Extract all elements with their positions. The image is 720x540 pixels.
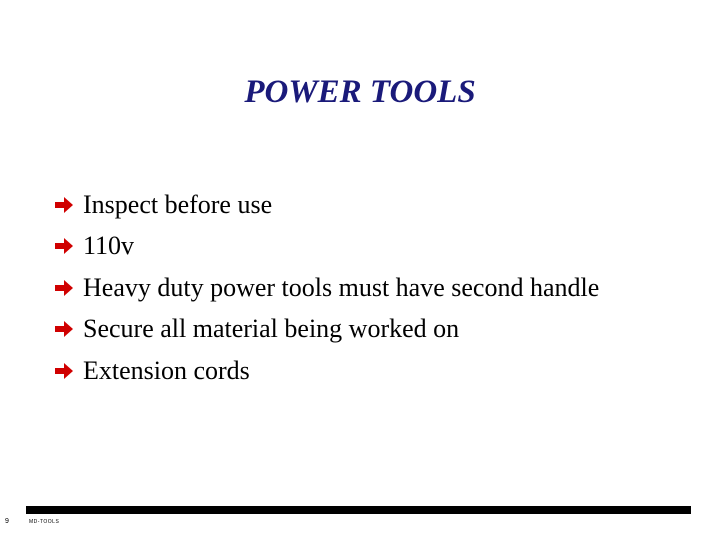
arrow-right-icon (54, 278, 74, 298)
bullet-text: Inspect before use (83, 189, 273, 219)
arrow-right-icon (54, 361, 74, 381)
bullet-item (54, 350, 599, 392)
arrow-right-icon (54, 319, 74, 339)
bullet-item (54, 226, 599, 268)
footer-divider (26, 506, 691, 514)
page-number: 9 (5, 518, 9, 525)
bullet-text: Extension cords (83, 355, 250, 385)
slide-title: POWER TOOLS (244, 74, 476, 110)
bullet-item (54, 309, 599, 351)
bullet-list (54, 184, 599, 392)
arrow-right-icon (54, 236, 74, 256)
footer-label: MD-TOOLS (29, 519, 60, 525)
arrow-right-icon (54, 195, 74, 215)
bullet-text: Secure all material being worked on (83, 314, 460, 344)
bullet-text: 110v (83, 231, 135, 261)
bullet-item (54, 267, 599, 309)
bullet-item (54, 184, 599, 226)
bullet-text: Heavy duty power tools must have second handle (83, 272, 600, 302)
